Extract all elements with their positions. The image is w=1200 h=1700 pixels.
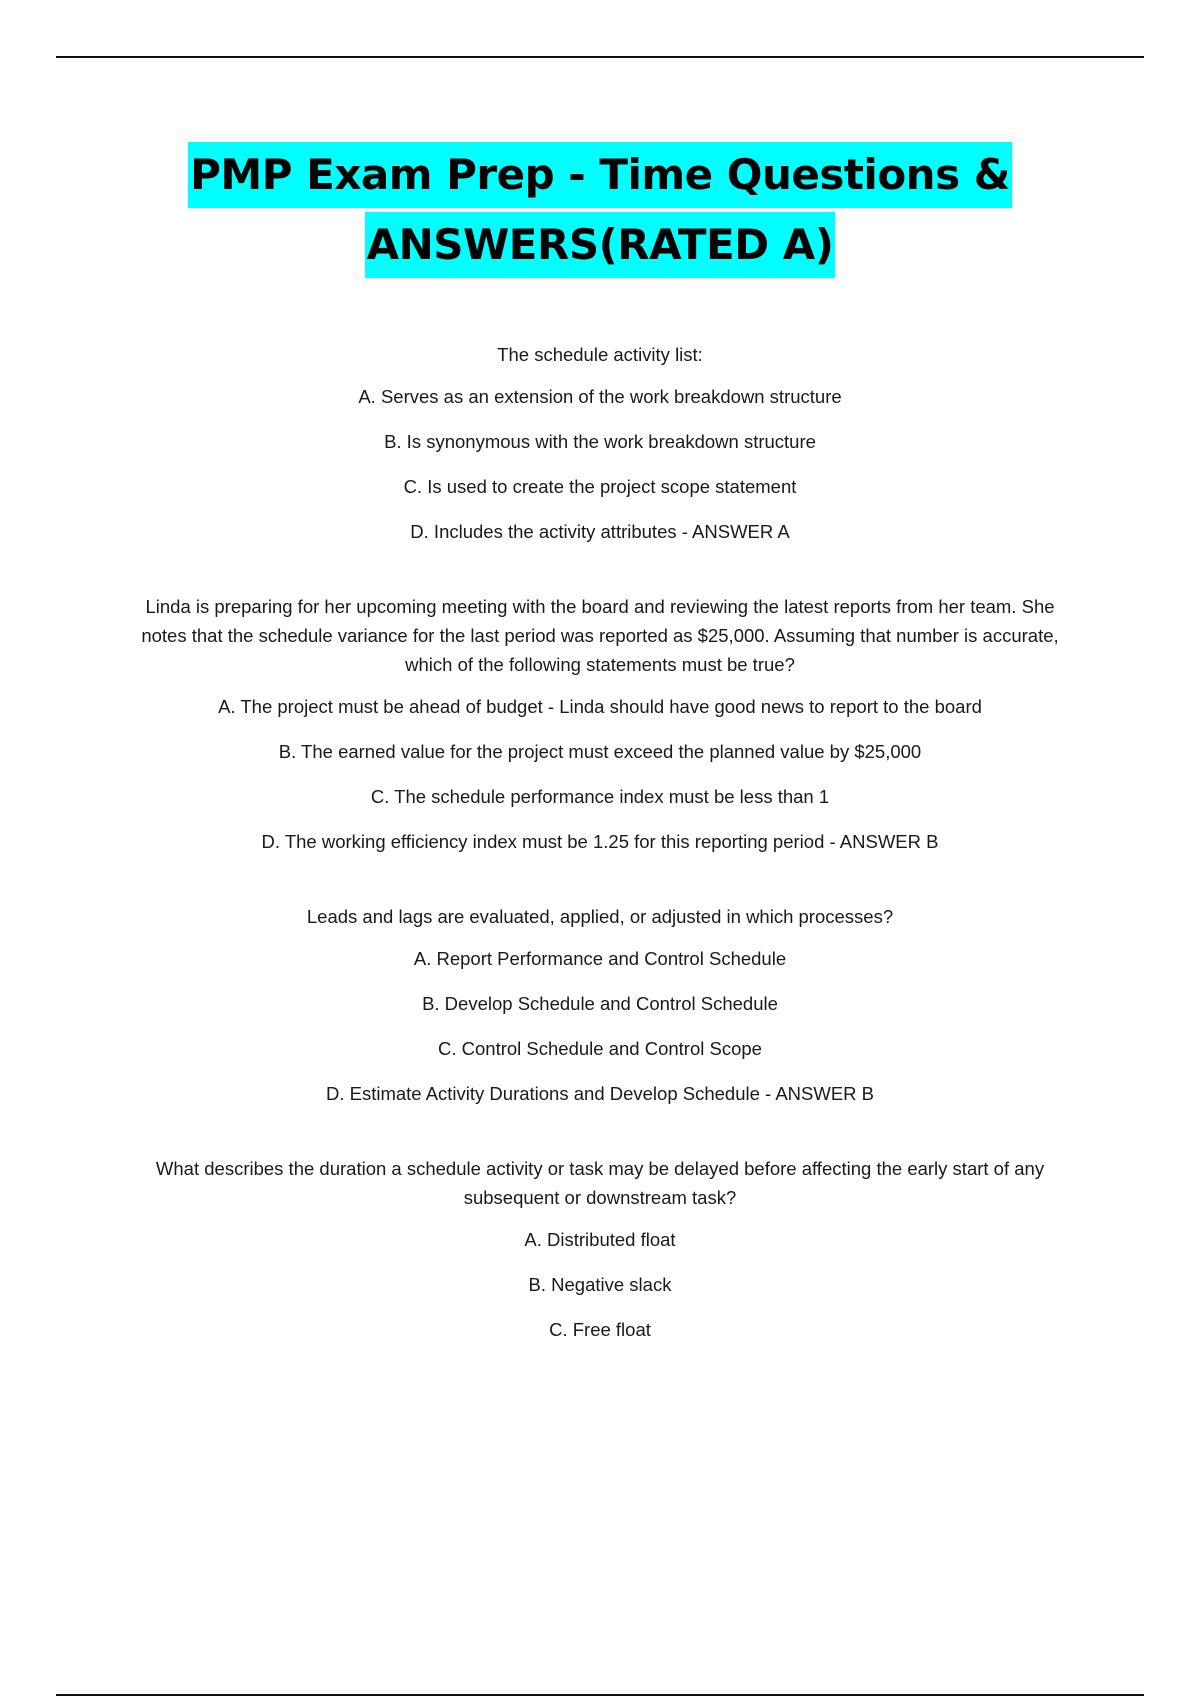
question-2: [140, 592, 1060, 856]
question-1-text: The schedule activity list:: [497, 344, 703, 365]
question-list: [140, 340, 1060, 1390]
question-4: [140, 1154, 1060, 1344]
document-title: [0, 142, 1200, 282]
question-4-option-a: A. Distributed float: [524, 1229, 676, 1250]
question-1-option-c: C. Is used to create the project scope statement: [403, 476, 797, 497]
question-1-option-a: A. Serves as an extension of the work breakdown structure: [358, 386, 842, 407]
question-2-option-c: C. The schedule performance index must be less than 1: [370, 786, 830, 807]
question-2-option-d: D. The working efficiency index must be 1.25 for this reporting period - ANSWER B: [261, 831, 939, 852]
question-4-option-b: B. Negative slack: [528, 1274, 672, 1295]
title-line-2: ANSWERS(RATED A): [365, 212, 836, 278]
question-1-option-b: B. Is synonymous with the work breakdown structure: [384, 431, 816, 452]
question-4-option-c: C. Free float: [549, 1319, 651, 1340]
question-1: [140, 340, 1060, 546]
question-2-text: Linda is preparing for her upcoming meeting with the board and reviewing the latest reports from her team. She notes that the schedule variance for the last period was reported as $25,000. Assuming that number is accurate, which of the following statements must be true?: [141, 596, 1059, 675]
question-3-text: Leads and lags are evaluated, applied, or adjusted in which processes?: [306, 906, 894, 927]
question-3-option-b: B. Develop Schedule and Control Schedule: [422, 993, 778, 1014]
question-3-option-c: C. Control Schedule and Control Scope: [438, 1038, 762, 1059]
question-4-text: What describes the duration a schedule activity or task may be delayed before affecting the early start of any subsequent or downstream task?: [155, 1158, 1045, 1208]
header-rule: [56, 56, 1144, 58]
question-2-option-b: B. The earned value for the project must exceed the planned value by $25,000: [278, 741, 922, 762]
question-3-option-a: A. Report Performance and Control Schedule: [413, 948, 787, 969]
question-3: [140, 902, 1060, 1108]
question-3-option-d: D. Estimate Activity Durations and Develop Schedule - ANSWER B: [325, 1083, 875, 1104]
footer-rule: [56, 1694, 1144, 1696]
title-line-1: PMP Exam Prep - Time Questions &: [188, 142, 1012, 208]
question-1-option-d: D. Includes the activity attributes - ANSWER A: [410, 521, 790, 542]
question-2-option-a: A. The project must be ahead of budget - Linda should have good news to report to the board: [218, 696, 982, 717]
